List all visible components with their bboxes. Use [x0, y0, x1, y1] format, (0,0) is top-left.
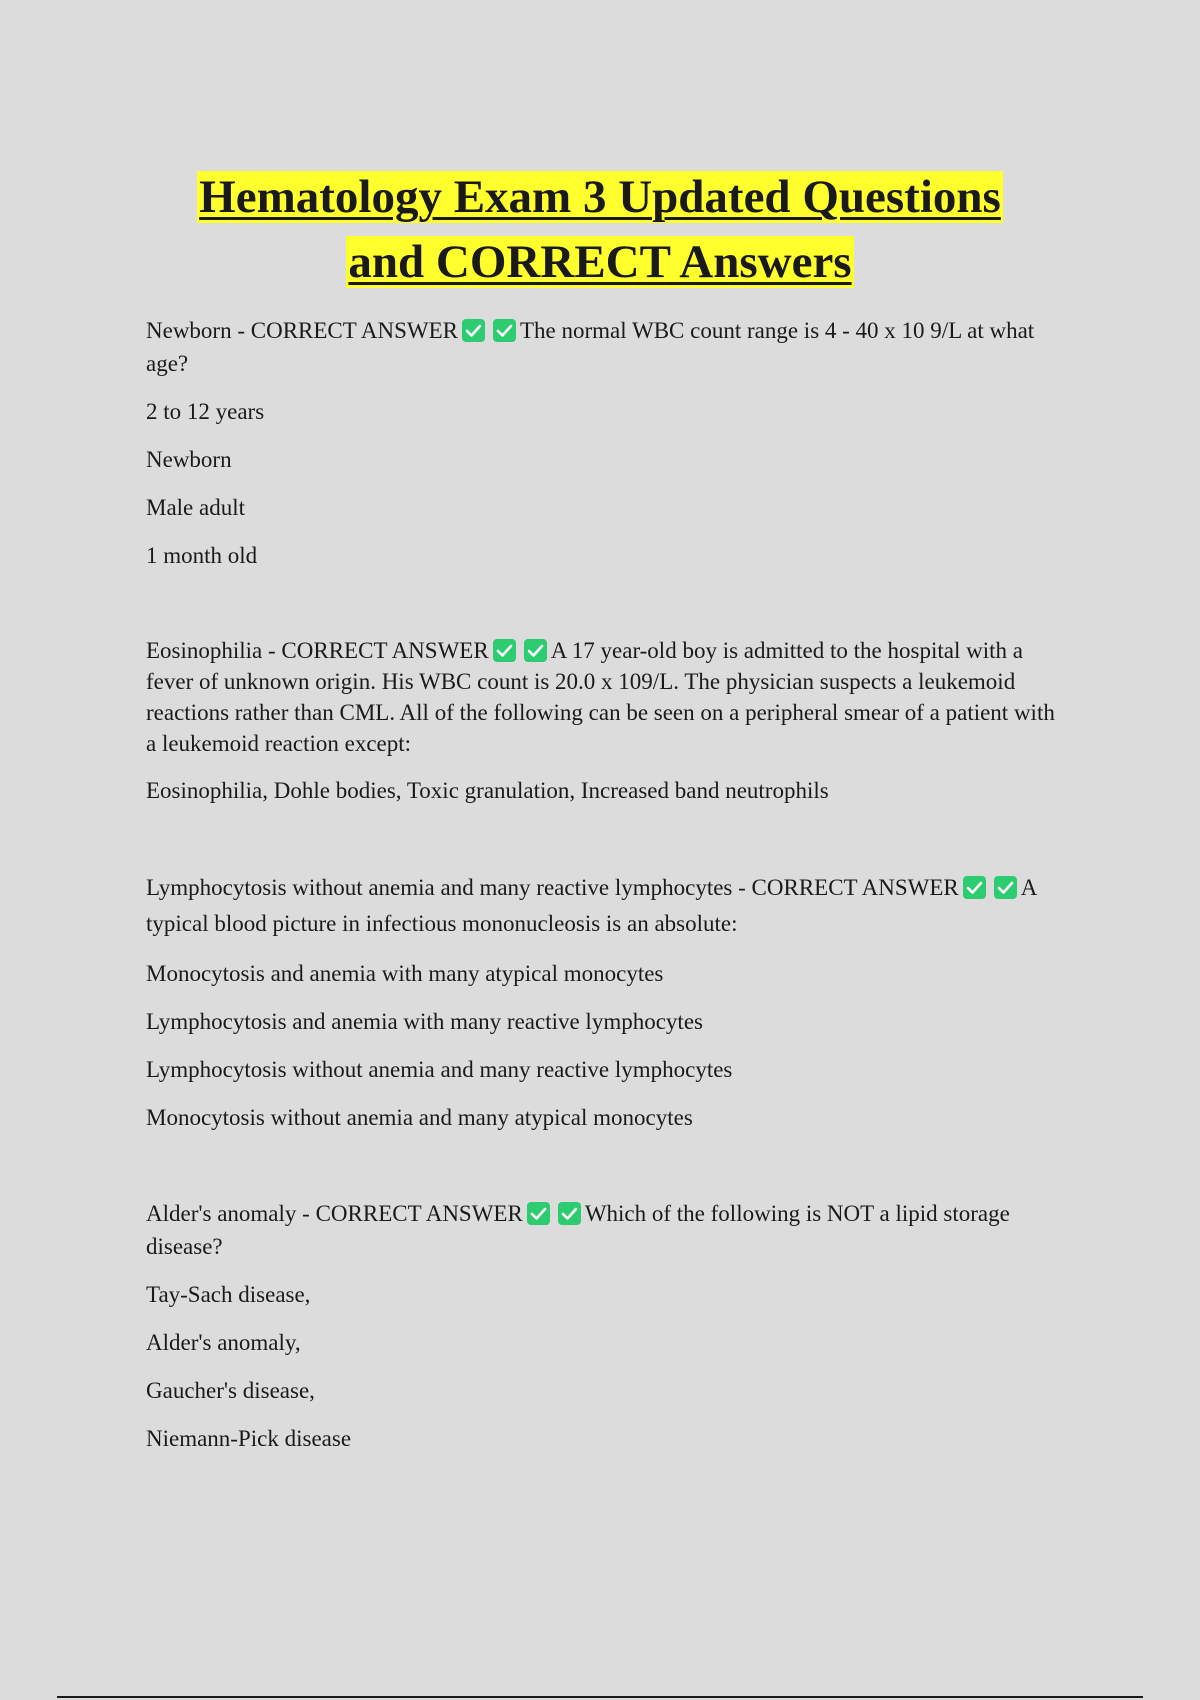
answer-option: Lymphocytosis and anemia with many reactive lymphocytes — [146, 1009, 703, 1034]
check-mark-icon — [558, 1202, 581, 1225]
answer-prefix: Newborn - CORRECT ANSWER — [146, 318, 458, 343]
document-content — [146, 314, 1066, 1470]
section-spacer — [146, 822, 1066, 870]
question-text — [146, 870, 1066, 942]
answer-option: Monocytosis without anemia and many atypical monocytes — [146, 1105, 693, 1130]
answer-option: Tay-Sach disease, — [146, 1282, 311, 1307]
check-mark-icon — [527, 1202, 550, 1225]
question-text — [146, 1197, 1066, 1263]
answer-option: Male adult — [146, 495, 245, 520]
question-text — [146, 635, 1066, 759]
question-block — [146, 314, 1066, 572]
question-body: The normal WBC count range is 4 - 40 x 10 9/L at what age? — [146, 318, 1035, 376]
check-mark-icon — [963, 876, 986, 899]
check-mark-icon — [462, 319, 485, 342]
section-spacer — [146, 587, 1066, 635]
question-block — [146, 1197, 1066, 1455]
check-mark-icon — [994, 876, 1017, 899]
section-spacer — [146, 1149, 1066, 1197]
page-title — [0, 165, 1200, 295]
check-mark-icon — [524, 639, 547, 662]
check-mark-icon — [493, 639, 516, 662]
answer-option: Lymphocytosis without anemia and many reactive lymphocytes — [146, 1057, 733, 1082]
answer-option: 1 month old — [146, 543, 258, 568]
title-line-1: Hematology Exam 3 Updated Questions — [199, 171, 1001, 223]
question-body: A 17 year-old boy is admitted to the hospital with a fever of unknown origin. His WBC count is 20.0 x 109/L. The physician suspects a leukemoid reactions rather than CML. All of the following can be seen on a peripheral smear of a patient with a leukemoid reaction except: — [146, 638, 1055, 756]
answer-option: Monocytosis and anemia with many atypical monocytes — [146, 961, 664, 986]
question-body: A typical blood picture in infectious mononucleosis is an absolute: — [146, 875, 1037, 936]
question-text — [146, 314, 1066, 380]
question-body: Which of the following is NOT a lipid storage disease? — [146, 1201, 1010, 1259]
answer-prefix: Lymphocytosis without anemia and many reactive lymphocytes - CORRECT ANSWER — [146, 875, 959, 900]
answer-option: Gaucher's disease, — [146, 1378, 315, 1403]
footer-divider — [57, 1696, 1143, 1698]
answer-prefix: Alder's anomaly - CORRECT ANSWER — [146, 1201, 523, 1226]
answer-option: 2 to 12 years — [146, 399, 265, 424]
title-line-2: and CORRECT Answers — [348, 236, 852, 288]
question-block — [146, 635, 1066, 807]
question-block — [146, 870, 1066, 1134]
answer-option: Niemann-Pick disease — [146, 1426, 352, 1451]
answer-option: Alder's anomaly, — [146, 1330, 301, 1355]
check-mark-icon — [493, 319, 516, 342]
answer-prefix: Eosinophilia - CORRECT ANSWER — [146, 638, 489, 663]
answer-option: Eosinophilia, Dohle bodies, Toxic granulation, Increased band neutrophils — [146, 778, 829, 803]
answer-option: Newborn — [146, 447, 232, 472]
